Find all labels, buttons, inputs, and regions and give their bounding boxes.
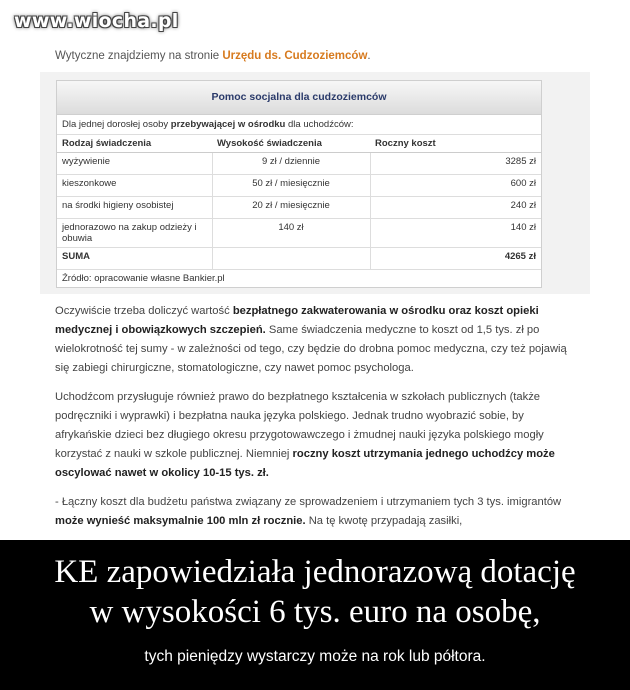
table-note-bold: przebywającej w ośrodku	[170, 119, 286, 130]
table-note	[57, 115, 541, 135]
p2-bold: roczny koszt utrzymania jednego uchodźcy może oscylować nawet w okolicy 10-15 tys. zł.	[55, 448, 555, 479]
row-yearly: 3285 zł	[370, 153, 541, 175]
benefits-table	[56, 80, 542, 288]
row-amount: 140 zł	[212, 219, 370, 248]
row-amount: 20 zł / miesięcznie	[212, 197, 370, 219]
p1-bold: bezpłatnego zakwaterowania w ośrodku oraz koszt opieki medycznej i obowiązkowych szczepień.	[55, 305, 539, 336]
row-yearly: 140 zł	[370, 219, 541, 248]
p3-text-a: - Łączny koszt dla budżetu państwa związany ze sprowadzeniem i utrzymaniem tych 3 tys. imigrantów	[55, 496, 562, 508]
paragraph-2	[55, 388, 575, 483]
table-source: Źródło: opracowanie własne Bankier.pl	[62, 273, 225, 284]
benefits-grid	[57, 135, 541, 270]
p2-text-a: Uchodźcom przysługuje również prawo do bezpłatnego kształcenia w szkołach publicznych (także podręczniki i wyprawki) i bezpłatna nauka języka polskiego. Jednak trudno wyobrazić sobie, by afrykańskie dzieci bez długiego okresu przygotowawczego i żmudnej nauki języka polskiego mogły korzystać z nauki w szkole publicznej. Niemniej	[55, 391, 544, 460]
sum-value: 4265 zł	[370, 248, 541, 270]
caption-line-1: KE zapowiedziała jednorazową dotację	[54, 554, 576, 590]
table-caption: Pomoc socjalna dla cudzoziemców	[57, 81, 541, 115]
row-yearly: 240 zł	[370, 197, 541, 219]
p3-bold: może wynieść maksymalnie 100 mln zł rocznie.	[55, 515, 306, 527]
p3-text-c: Na tę kwotę przypadają zasiłki,	[305, 515, 463, 527]
header-amount: Wysokość świadczenia	[212, 135, 370, 153]
paragraph-1	[55, 302, 575, 378]
caption-subline: tych pieniędzy wystarczy może na rok lub półtora.	[144, 648, 486, 665]
table-sum-row	[57, 248, 541, 270]
office-link[interactable]: Urzędu ds. Cudzoziemców	[222, 50, 368, 62]
p1-text-a: Oczywiście trzeba doliczyć wartość	[55, 305, 233, 317]
table-row	[57, 175, 541, 197]
header-yearly: Roczny koszt	[370, 135, 541, 153]
row-yearly: 600 zł	[370, 175, 541, 197]
intro-line	[55, 50, 371, 62]
table-header-row	[57, 135, 541, 153]
row-amount: 50 zł / miesięcznie	[212, 175, 370, 197]
row-name: kieszonkowe	[57, 175, 212, 197]
caption-headline	[0, 552, 630, 632]
caption-line-2: w wysokości 6 tys. euro na osobę,	[89, 594, 541, 630]
table-note-post: dla uchodźców:	[285, 119, 354, 130]
table-row	[57, 153, 541, 175]
table-row	[57, 219, 541, 248]
row-name: na środki higieny osobistej	[57, 197, 212, 219]
p1-text-c: Same świadczenia medyczne to koszt od 1,5 tys. zł po wielokrotność tej sumy - w zależności od tego, czy będzie do drobna pomoc medyczna, czy też pojawią się zabiegi chirurgiczne, stomatologiczne, czy nawet pomoc psychologa.	[55, 324, 567, 374]
sum-label: SUMA	[57, 248, 212, 270]
intro-text: Wytyczne znajdziemy na stronie	[55, 50, 223, 62]
table-note-pre: Dla jednej dorosłej osoby	[62, 119, 171, 130]
paragraph-3	[55, 493, 575, 531]
watermark: www.wiocha.pl	[14, 10, 179, 32]
sum-empty	[212, 248, 370, 270]
table-row	[57, 197, 541, 219]
row-name: wyżywienie	[57, 153, 212, 175]
intro-end: .	[367, 50, 371, 62]
row-name: jednorazowo na zakup odzieży i obuwia	[57, 219, 212, 248]
header-type: Rodzaj świadczenia	[57, 135, 212, 153]
article-text	[55, 302, 575, 540]
row-amount: 9 zł / dziennie	[212, 153, 370, 175]
